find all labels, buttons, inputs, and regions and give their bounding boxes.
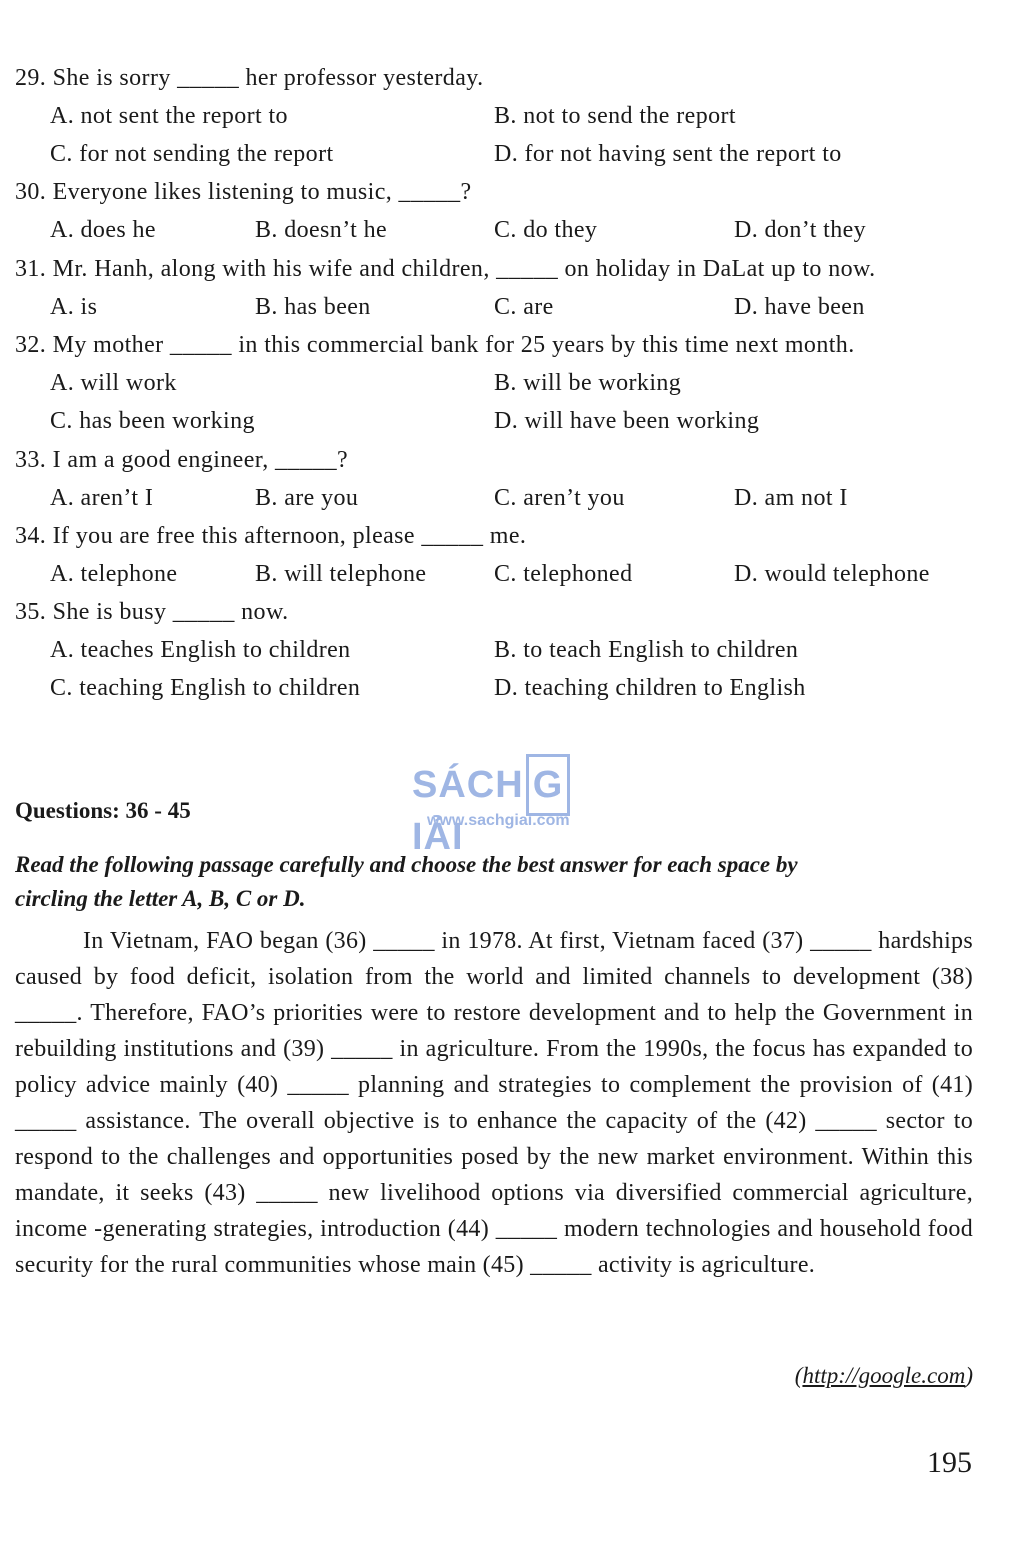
section-instruction-line-2: circling the letter A, B, C or D. [15, 886, 306, 911]
question-31-option-a: A. is [50, 294, 98, 320]
section-heading: Questions: 36 - 45 [15, 798, 191, 823]
question-35-option-d: D. teaching children to English [494, 675, 806, 701]
question-32-option-d: D. will have been working [494, 408, 760, 434]
question-35-stem: 35. She is busy _____ now. [15, 599, 289, 625]
question-31-stem: 31. Mr. Hanh, along with his wife and children, _____ on holiday in DaLat up to now. [15, 256, 876, 282]
watermark-logo-left: SÁCH [412, 764, 524, 806]
watermark-url: www.sachgiai.com [427, 812, 570, 829]
watermark-logo-right: IẢI [412, 816, 464, 858]
question-35-option-c: C. teaching English to children [50, 675, 361, 701]
question-31-option-b: B. has been [255, 294, 371, 320]
question-29-stem: 29. She is sorry _____ her professor yesterday. [15, 65, 484, 91]
watermark-logo-boxed-letter: G [526, 754, 571, 816]
question-35-option-a: A. teaches English to children [50, 637, 351, 663]
question-33-stem: 33. I am a good engineer, _____? [15, 447, 349, 473]
passage-source [795, 1363, 973, 1389]
question-34-stem: 34. If you are free this afternoon, please _____ me. [15, 523, 527, 549]
question-33-option-b: B. are you [255, 485, 359, 511]
question-34-option-b: B. will telephone [255, 561, 427, 587]
question-33-option-d: D. am not I [734, 485, 848, 511]
question-32-option-c: C. has been working [50, 408, 255, 434]
source-link[interactable]: http://google.com [802, 1363, 966, 1388]
question-31-option-c: C. are [494, 294, 554, 320]
question-32-option-a: A. will work [50, 370, 177, 396]
question-30-option-a: A. does he [50, 217, 156, 243]
page-number: 195 [927, 1446, 972, 1479]
section-instruction-line-1: Read the following passage carefully and choose the best answer for each space by [15, 852, 798, 877]
question-34-option-c: C. telephoned [494, 561, 633, 587]
watermark-logo-text [412, 754, 622, 859]
question-29-option-d: D. for not having sent the report to [494, 141, 842, 167]
question-32-option-b: B. will be working [494, 370, 682, 396]
question-30-option-b: B. doesn’t he [255, 217, 388, 243]
question-30-option-d: D. don’t they [734, 217, 867, 243]
question-35-option-b: B. to teach English to children [494, 637, 799, 663]
sachgiai-watermark [412, 736, 622, 858]
question-30-stem: 30. Everyone likes listening to music, _____? [15, 179, 472, 205]
passage-paragraph: In Vietnam, FAO began (36) _____ in 1978. At first, Vietnam faced (37) _____ hardships caused by food deficit, isolation from the world and limited channels to development (38) _____. Therefore, FAO’s priorities were to restore development and to help the Government in rebuilding institutions and (39) _____ in agriculture. From the 1990s, the focus has expanded to policy advice mainly (40) _____ planning and strategies to complement the provision of (41) _____ assistance. The overall objective is to enhance the capacity of the (42) _____ sector to respond to the challenges and opportunities posed by the new market environment. Within this mandate, it seeks (43) _____ new livelihood options via diversified commercial agriculture, income -generating strategies, introduction (44) _____ modern technologies and household food security for the rural communities whose main (45) _____ activity is agriculture. [15, 928, 973, 1278]
question-33-option-c: C. aren’t you [494, 485, 625, 511]
source-close-paren: ) [965, 1363, 973, 1388]
question-34-option-d: D. would telephone [734, 561, 930, 587]
question-33-option-a: A. aren’t I [50, 485, 154, 511]
question-29-option-a: A. not sent the report to [50, 103, 288, 129]
reading-passage [15, 923, 973, 1283]
question-32-stem: 32. My mother _____ in this commercial bank for 25 years by this time next month. [15, 332, 855, 358]
source-open-paren: ( [794, 1363, 803, 1388]
question-29-option-c: C. for not sending the report [50, 141, 334, 167]
question-30-option-c: C. do they [494, 217, 598, 243]
question-29-option-b: B. not to send the report [494, 103, 736, 129]
question-34-option-a: A. telephone [50, 561, 178, 587]
question-31-option-d: D. have been [734, 294, 865, 320]
